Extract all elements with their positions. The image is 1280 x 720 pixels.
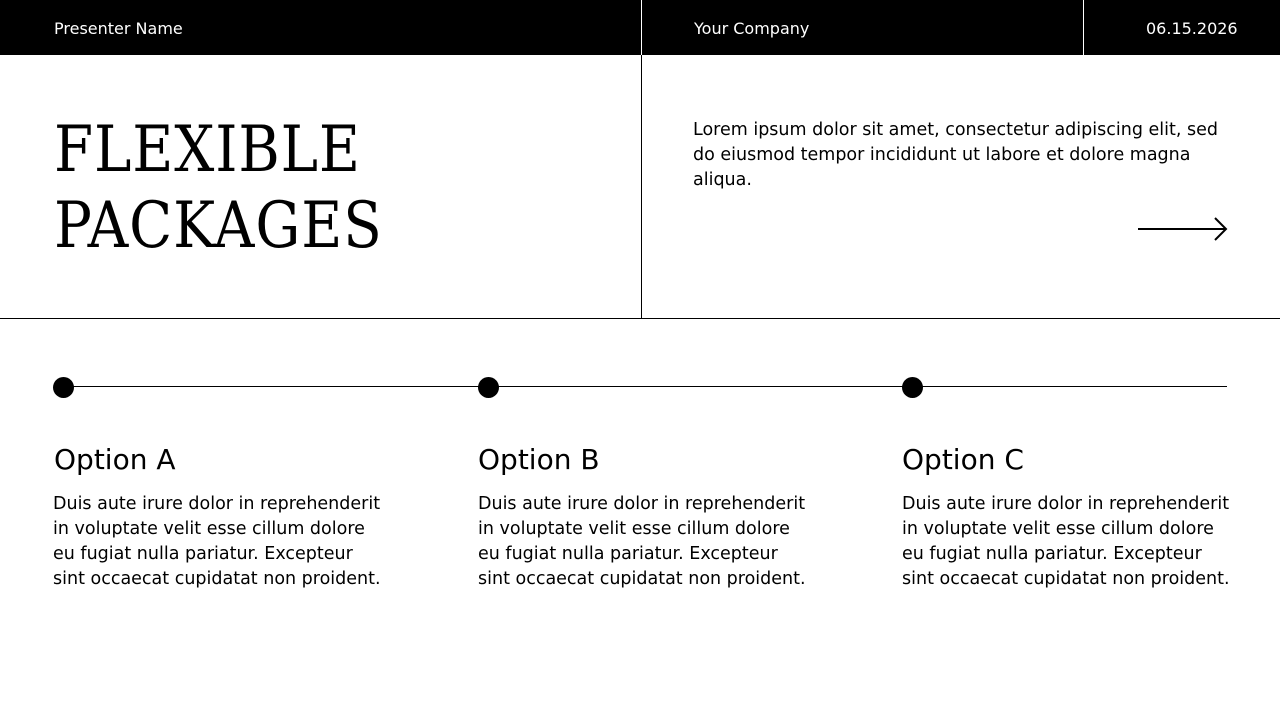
presentation-date: 06.15.2026	[1146, 19, 1238, 38]
option-description: Duis aute irure dolor in reprehenderit in voluptate velit esse cillum dolore eu fugiat nulla pariatur. Excepteur sint occaecat cupidatat non proident.	[478, 494, 806, 589]
slide-title: FLEXIBLE PACKAGES	[54, 113, 383, 263]
timeline-dot	[902, 377, 923, 398]
timeline-line	[63, 386, 1227, 387]
header-divider	[641, 0, 642, 55]
header-divider	[1083, 0, 1084, 55]
arrow-right-icon	[1137, 216, 1229, 242]
timeline-dot	[53, 377, 74, 398]
intro-paragraph: Lorem ipsum dolor sit amet, consectetur adipiscing elit, sed do eiusmod tempor incididunt ut labore et dolore magna aliqua.	[693, 120, 1218, 190]
option-title: Option B	[478, 443, 600, 476]
company-name: Your Company	[694, 19, 810, 38]
option-title: Option A	[54, 443, 176, 476]
option-description: Duis aute irure dolor in reprehenderit in voluptate velit esse cillum dolore eu fugiat nulla pariatur. Excepteur sint occaecat cupidatat non proident.	[53, 494, 381, 589]
header-bar	[0, 0, 1280, 55]
option-title: Option C	[902, 443, 1024, 476]
timeline-dot	[478, 377, 499, 398]
presenter-name: Presenter Name	[54, 19, 183, 38]
option-description: Duis aute irure dolor in reprehenderit in voluptate velit esse cillum dolore eu fugiat nulla pariatur. Excepteur sint occaecat cupidatat non proident.	[902, 494, 1230, 589]
section-divider-horizontal	[0, 318, 1280, 319]
section-divider-vertical	[641, 55, 642, 318]
